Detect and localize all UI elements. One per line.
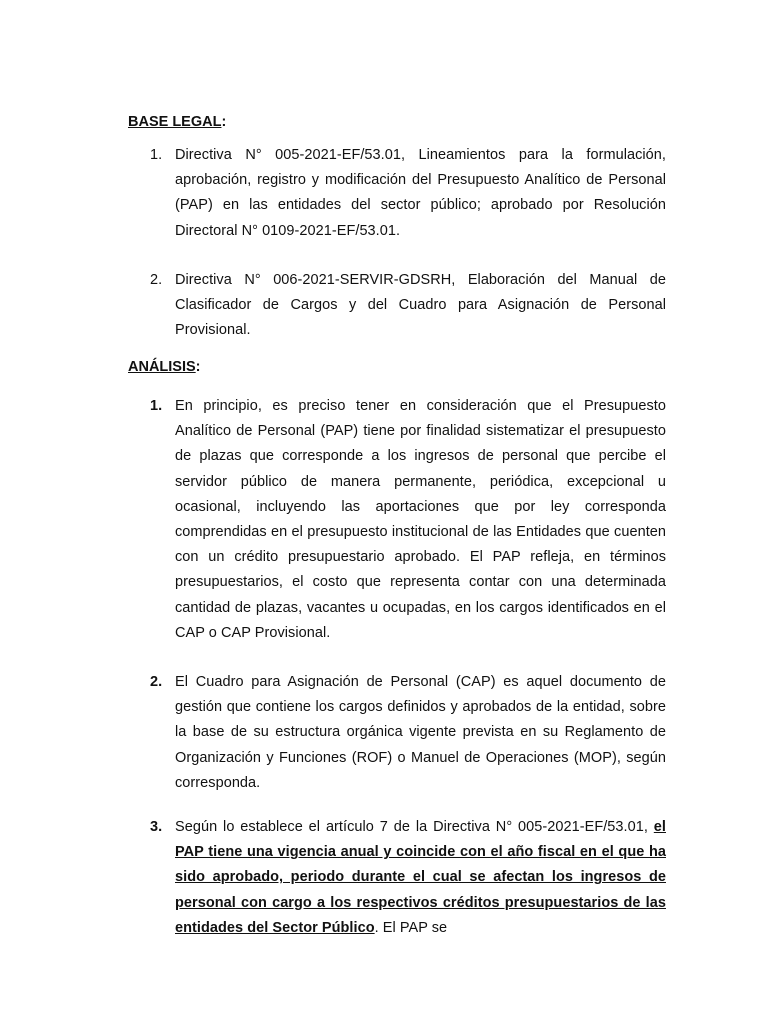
list-number: 1. <box>150 398 163 414</box>
base-legal-item-1 <box>128 143 666 244</box>
section-heading-base-legal <box>128 112 226 132</box>
list-item-text: Directiva N° 005-2021-EF/53.01, Lineamientos para la formulación, aprobación, registro y modificación del Presupuesto Analítico de Personal (PAP) en las entidades del sector público; aprobado por Resolución Directoral N° 0109-2021-EF/53.01. <box>175 147 666 239</box>
heading-colon: : <box>195 359 201 375</box>
list-number: 2. <box>150 674 163 690</box>
base-legal-item-2 <box>128 268 666 344</box>
analisis-item-3 <box>128 815 666 941</box>
list-number: 1. <box>150 147 163 163</box>
list-item-text: Directiva N° 006-2021-SERVIR-GDSRH, Elaboración del Manual de Clasificador de Cargos y del Cuadro para Asignación de Personal Provisional. <box>175 272 666 339</box>
list-item-text: El Cuadro para Asignación de Personal (CAP) es aquel documento de gestión que contiene los cargos definidos y aprobados de la entidad, sobre la base de su estructura orgánica vigente prevista en su Reglamento de Organización y Funciones (ROF) o Manuel de Operaciones (MOP), según corresponda. <box>175 674 666 791</box>
list-number: 3. <box>150 819 163 835</box>
list-item-text: En principio, es preciso tener en consideración que el Presupuesto Analítico de Personal (PAP) tiene por finalidad sistematizar el presupuesto de plazas que corresponde a los ingresos de personal que percibe el servidor público de manera permanente, periódica, excepcional u ocasional, incluyendo las aportaciones que por ley corresponda comprendidas en el presupuesto institucional de las Entidades que cuenten con un crédito presupuestario aprobado. El PAP refleja, en términos presupuestarios, el costo que representa contar con una determinada cantidad de plazas, vacantes u ocupadas, en los cargos identificados en el CAP o CAP Provisional. <box>175 398 666 641</box>
heading-text: ANÁLISIS <box>128 359 196 375</box>
analisis-item-1 <box>128 394 666 646</box>
heading-colon: : <box>221 114 227 130</box>
list-item-text <box>175 815 666 941</box>
text-before: Según lo establece el artículo 7 de la Directiva N° 005-2021-EF/53.01, <box>175 819 654 835</box>
section-heading-analisis <box>128 357 201 377</box>
emphasized-text: el PAP tiene una vigencia anual y coincide con el año fiscal en el que ha sido aprobado, periodo durante el cual se afectan los ingresos de personal con cargo a los respectivos créditos presupuestarios de las entidades del Sector Público <box>175 819 666 936</box>
analisis-item-2 <box>128 670 666 796</box>
text-after: . El PAP se <box>374 919 448 936</box>
heading-text: BASE LEGAL <box>128 114 222 130</box>
list-number: 2. <box>150 272 163 288</box>
